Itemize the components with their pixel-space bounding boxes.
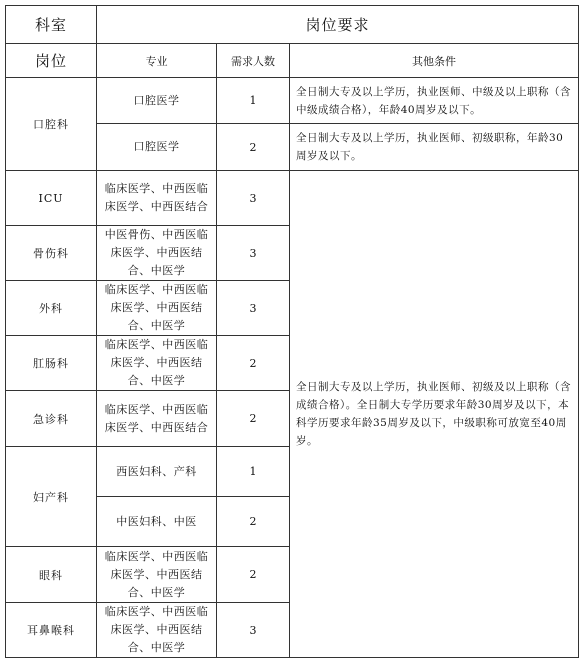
count-cell: 3 bbox=[217, 281, 290, 336]
major-cell: 临床医学、中西医临床医学、中西医结合、中医学 bbox=[104, 605, 209, 654]
col-header-count: 需求人数 bbox=[217, 44, 290, 78]
col-header-major: 专业 bbox=[97, 44, 217, 78]
count-cell: 2 bbox=[217, 497, 290, 547]
major-cell: 临床医学、中西医临床医学、中西医结合、中医学 bbox=[104, 338, 209, 387]
dept-cell: 耳鼻喉科 bbox=[6, 603, 97, 658]
count-cell: 2 bbox=[217, 547, 290, 603]
count-cell: 1 bbox=[217, 78, 290, 124]
major-cell: 临床医学、中西医临床医学、中西医结合 bbox=[104, 402, 209, 434]
major-cell: 临床医学、中西医临床医学、中西医结合 bbox=[104, 182, 209, 213]
dept-header-line2: 岗位 bbox=[6, 44, 97, 78]
count-cell: 2 bbox=[217, 336, 290, 391]
major-cell: 临床医学、中西医临床医学、中西医结合、中医学 bbox=[104, 283, 209, 332]
dept-cell: 妇产科 bbox=[6, 447, 97, 547]
count-cell: 3 bbox=[217, 603, 290, 658]
dept-cell: 口腔科 bbox=[6, 78, 97, 171]
major-cell: 西医妇科、产科 bbox=[97, 447, 217, 497]
requirements-table bbox=[5, 5, 579, 658]
count-cell: 3 bbox=[217, 226, 290, 281]
col-header-other: 其他条件 bbox=[290, 44, 579, 78]
major-cell: 中医妇科、中医 bbox=[97, 497, 217, 547]
dept-cell: 外科 bbox=[6, 281, 97, 336]
dept-cell: ICU bbox=[6, 171, 97, 226]
major-cell: 临床医学、中西医临床医学、中西医结合、中医学 bbox=[104, 549, 209, 599]
condition-cell: 全日制大专及以上学历，执业医师、初级职称，年龄30周岁及以下。 bbox=[290, 124, 579, 171]
shared-condition-cell: 全日制大专及以上学历，执业医师、初级及以上职称（含成绩合格）。全日制大专学历要求年龄30周岁及以下，本科学历要求年龄35周岁及以下，中级职称可放宽至40周岁。 bbox=[290, 171, 579, 658]
dept-cell: 眼科 bbox=[6, 547, 97, 603]
dept-cell: 肛肠科 bbox=[6, 336, 97, 391]
condition-cell: 全日制大专及以上学历，执业医师、中级及以上职称（含中级成绩合格），年龄40周岁及以下。 bbox=[290, 78, 579, 124]
dept-header-line1: 科室 bbox=[6, 6, 97, 44]
dept-cell: 急诊科 bbox=[6, 391, 97, 447]
count-cell: 3 bbox=[217, 171, 290, 226]
count-cell: 2 bbox=[217, 391, 290, 447]
requirements-title: 岗位要求 bbox=[97, 6, 579, 44]
table-row bbox=[6, 78, 579, 124]
major-cell: 中医骨伤、中西医临床医学、中西医结合、中医学 bbox=[104, 228, 209, 277]
dept-cell: 骨伤科 bbox=[6, 226, 97, 281]
count-cell: 2 bbox=[217, 124, 290, 171]
count-cell: 1 bbox=[217, 447, 290, 497]
major-cell: 口腔医学 bbox=[97, 78, 217, 124]
major-cell: 口腔医学 bbox=[97, 124, 217, 171]
table-row bbox=[6, 171, 579, 226]
